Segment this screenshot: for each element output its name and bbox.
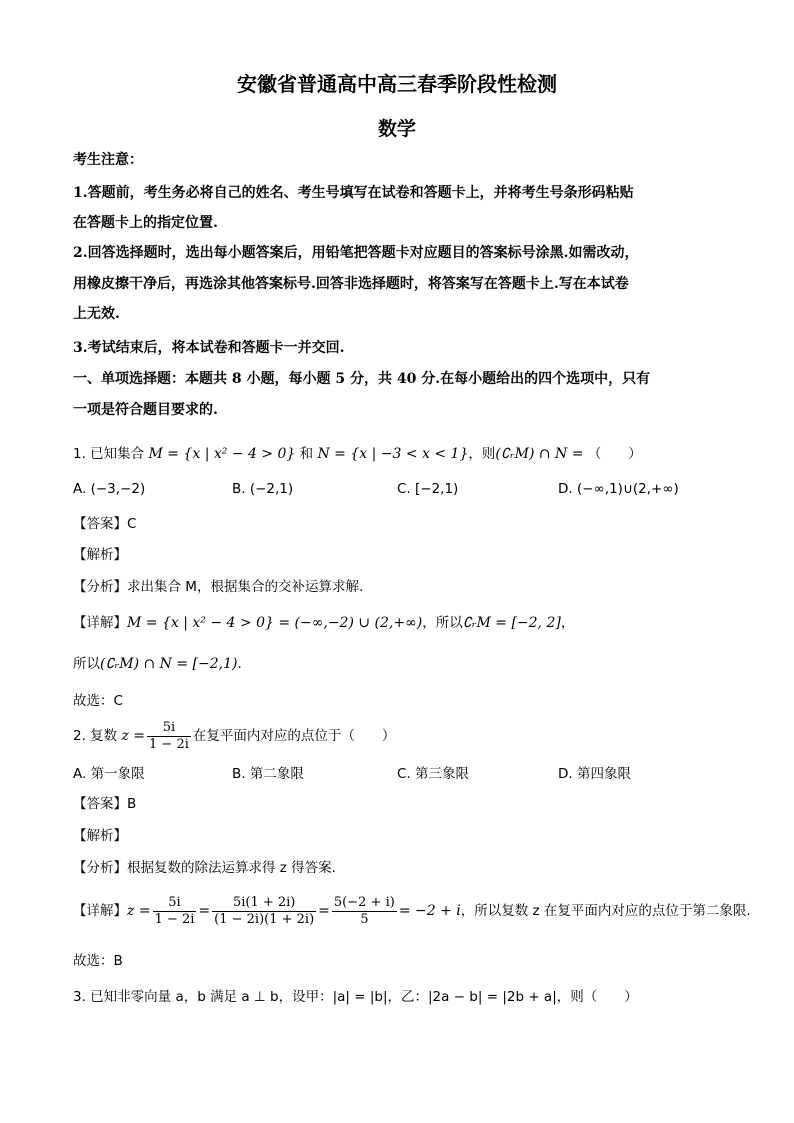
q1-detail2-formula: (∁ᵣM) ∩ N = [−2,1) <box>100 656 238 672</box>
fenxi-text: 求出集合 M，根据集合的交补运算求解. <box>127 579 364 595</box>
q1-option-c: C. [−2,1) <box>397 481 459 497</box>
q2-frac-den: 1 − 2i <box>149 736 189 752</box>
q2-option-a: A. 第一象限 <box>73 766 145 782</box>
q2-f2-num: 5i(1 + 2i) <box>212 895 316 912</box>
q1-detail-complement: ∁ᵣM = [−2, 2] <box>462 615 561 631</box>
q1-set-m: M = {x | x² − 4 > 0} <box>148 446 296 462</box>
notice-item2-line1: 2.回答选择题时，选出每小题答案后，用铅笔把答题卡对应题目的答案标号涂黑.如需改动， <box>73 245 639 261</box>
q2-prefix: 2. 复数 <box>73 728 118 744</box>
subject-title: 数学 <box>377 118 416 140</box>
q1-then: ，则 <box>468 446 496 462</box>
q1-paren: （ ） <box>587 446 642 462</box>
notice-heading: 考生注意： <box>73 152 143 168</box>
q2-detail-frac1 <box>153 895 197 928</box>
answer-value: C <box>127 516 137 532</box>
q2-detail-frac3 <box>332 895 397 928</box>
q1-option-a: A. (−3,−2) <box>73 481 146 497</box>
fenxi-tag: 【分析】 <box>73 579 127 595</box>
q1-detail-comma: ， <box>560 615 575 631</box>
question-3-stem: 3. 已知非零向量 a，b 满足 a ⊥ b，设甲：|a| = |b|，乙：|2a − b| = |2b + a|，则（ ） <box>73 989 638 1005</box>
q2-f2-den: (1 − 2i)(1 + 2i) <box>214 911 315 927</box>
q2-suffix: 在复平面内对应的点位于（ ） <box>192 728 396 744</box>
answer-value: B <box>127 796 137 812</box>
q2-option-d: D. 第四象限 <box>558 766 631 782</box>
q1-detail2-period: . <box>237 656 242 672</box>
q1-option-d: D. (−∞,1)∪(2,+∞) <box>558 481 679 497</box>
q2-detail-result: = −2 + i <box>398 903 461 919</box>
q1-fenxi <box>73 578 363 596</box>
q2-z: z = <box>121 728 146 744</box>
notice-item2-line3: 上无效. <box>73 306 120 322</box>
q2-f3-num: 5(−2 + i) <box>333 894 395 910</box>
notice-item3: 3.考试结束后，将本试卷和答题卡一并交回. <box>73 340 345 356</box>
q1-detail-line2 <box>73 655 242 673</box>
q2-option-b: B. 第二象限 <box>232 766 304 782</box>
fenxi-text: 根据复数的除法运算求得 z 得答案. <box>127 860 336 876</box>
answer-tag: 【答案】 <box>73 796 127 812</box>
q1-answer <box>73 515 136 533</box>
q2-detail: 【详解】z = $\frac{5i}{1 - 2i}$ = $\frac{5i(1 + 2i)}{(1 - 2i)(1 + 2i)}$ = $\frac{5(-2 + i)}{5}$ = −2 + i，所以复数 z 在复平面内对应的点位于第二象限. <box>73 894 751 927</box>
q1-detail-text: ，所以 <box>422 615 463 631</box>
question-2-stem <box>73 719 395 753</box>
q2-fenxi <box>73 859 336 877</box>
q2-answer <box>73 795 136 813</box>
q2-option-c: C. 第三象限 <box>397 766 470 782</box>
fenxi-tag: 【分析】 <box>73 860 127 876</box>
notice-item1-line2: 在答题卡上的指定位置. <box>73 215 218 231</box>
section-heading-line1: 一、单项选择题：本题共 8 小题，每小题 5 分，共 40 分.在每小题给出的四个选项中，只有 <box>73 371 651 387</box>
q1-choice: 故选：C <box>73 693 123 709</box>
question-1-stem <box>73 445 642 463</box>
q1-and: 和 <box>299 446 314 462</box>
q2-choice: 故选：B <box>73 953 123 969</box>
notice-item1-line1: 1.答题前，考生务必将自己的姓名、考生号填写在试卷和答题卡上，并将考生号条形码粘贴 <box>73 185 634 201</box>
notice-item2-line2: 用橡皮擦干净后，再选涂其他答案标号.回答非选择题时，将答案写在答题卡上.写在本试卷 <box>73 276 629 292</box>
q1-analysis-tag: 【解析】 <box>73 547 127 563</box>
q2-f1-num: 5i <box>153 895 197 912</box>
section-heading-line2: 一项是符合题目要求的. <box>73 402 218 418</box>
q2-f1-den: 1 − 2i <box>154 911 195 927</box>
q2-f3-den: 5 <box>360 911 369 927</box>
detail-tag: 【详解】 <box>73 903 127 919</box>
q1-set-n: N = {x | −3 < x < 1} <box>317 446 469 462</box>
q1-detail-formula: M = {x | x² − 4 > 0} = (−∞,−2) ∪ (2,+∞) <box>127 615 423 631</box>
q1-prefix: 1. 已知集合 <box>73 446 145 462</box>
q2-detail-frac2 <box>212 895 316 928</box>
q2-detail-tail: ，所以复数 z 在复平面内对应的点位于第二象限. <box>460 903 751 919</box>
q2-frac-num: 5i <box>147 720 191 737</box>
answer-tag: 【答案】 <box>73 516 127 532</box>
page-title: 安徽省普通高中高三春季阶段性检测 <box>237 72 557 96</box>
q1-detail-line1 <box>73 614 574 632</box>
q1-expr: (∁ᵣM) ∩ N = <box>495 446 584 462</box>
q1-detail2-prefix: 所以 <box>73 656 100 672</box>
q2-fraction <box>147 720 191 753</box>
detail-tag: 【详解】 <box>73 615 127 631</box>
q2-detail-z: z = <box>127 903 151 919</box>
q2-analysis-tag: 【解析】 <box>73 828 127 844</box>
q1-option-b: B. (−2,1) <box>232 481 294 497</box>
